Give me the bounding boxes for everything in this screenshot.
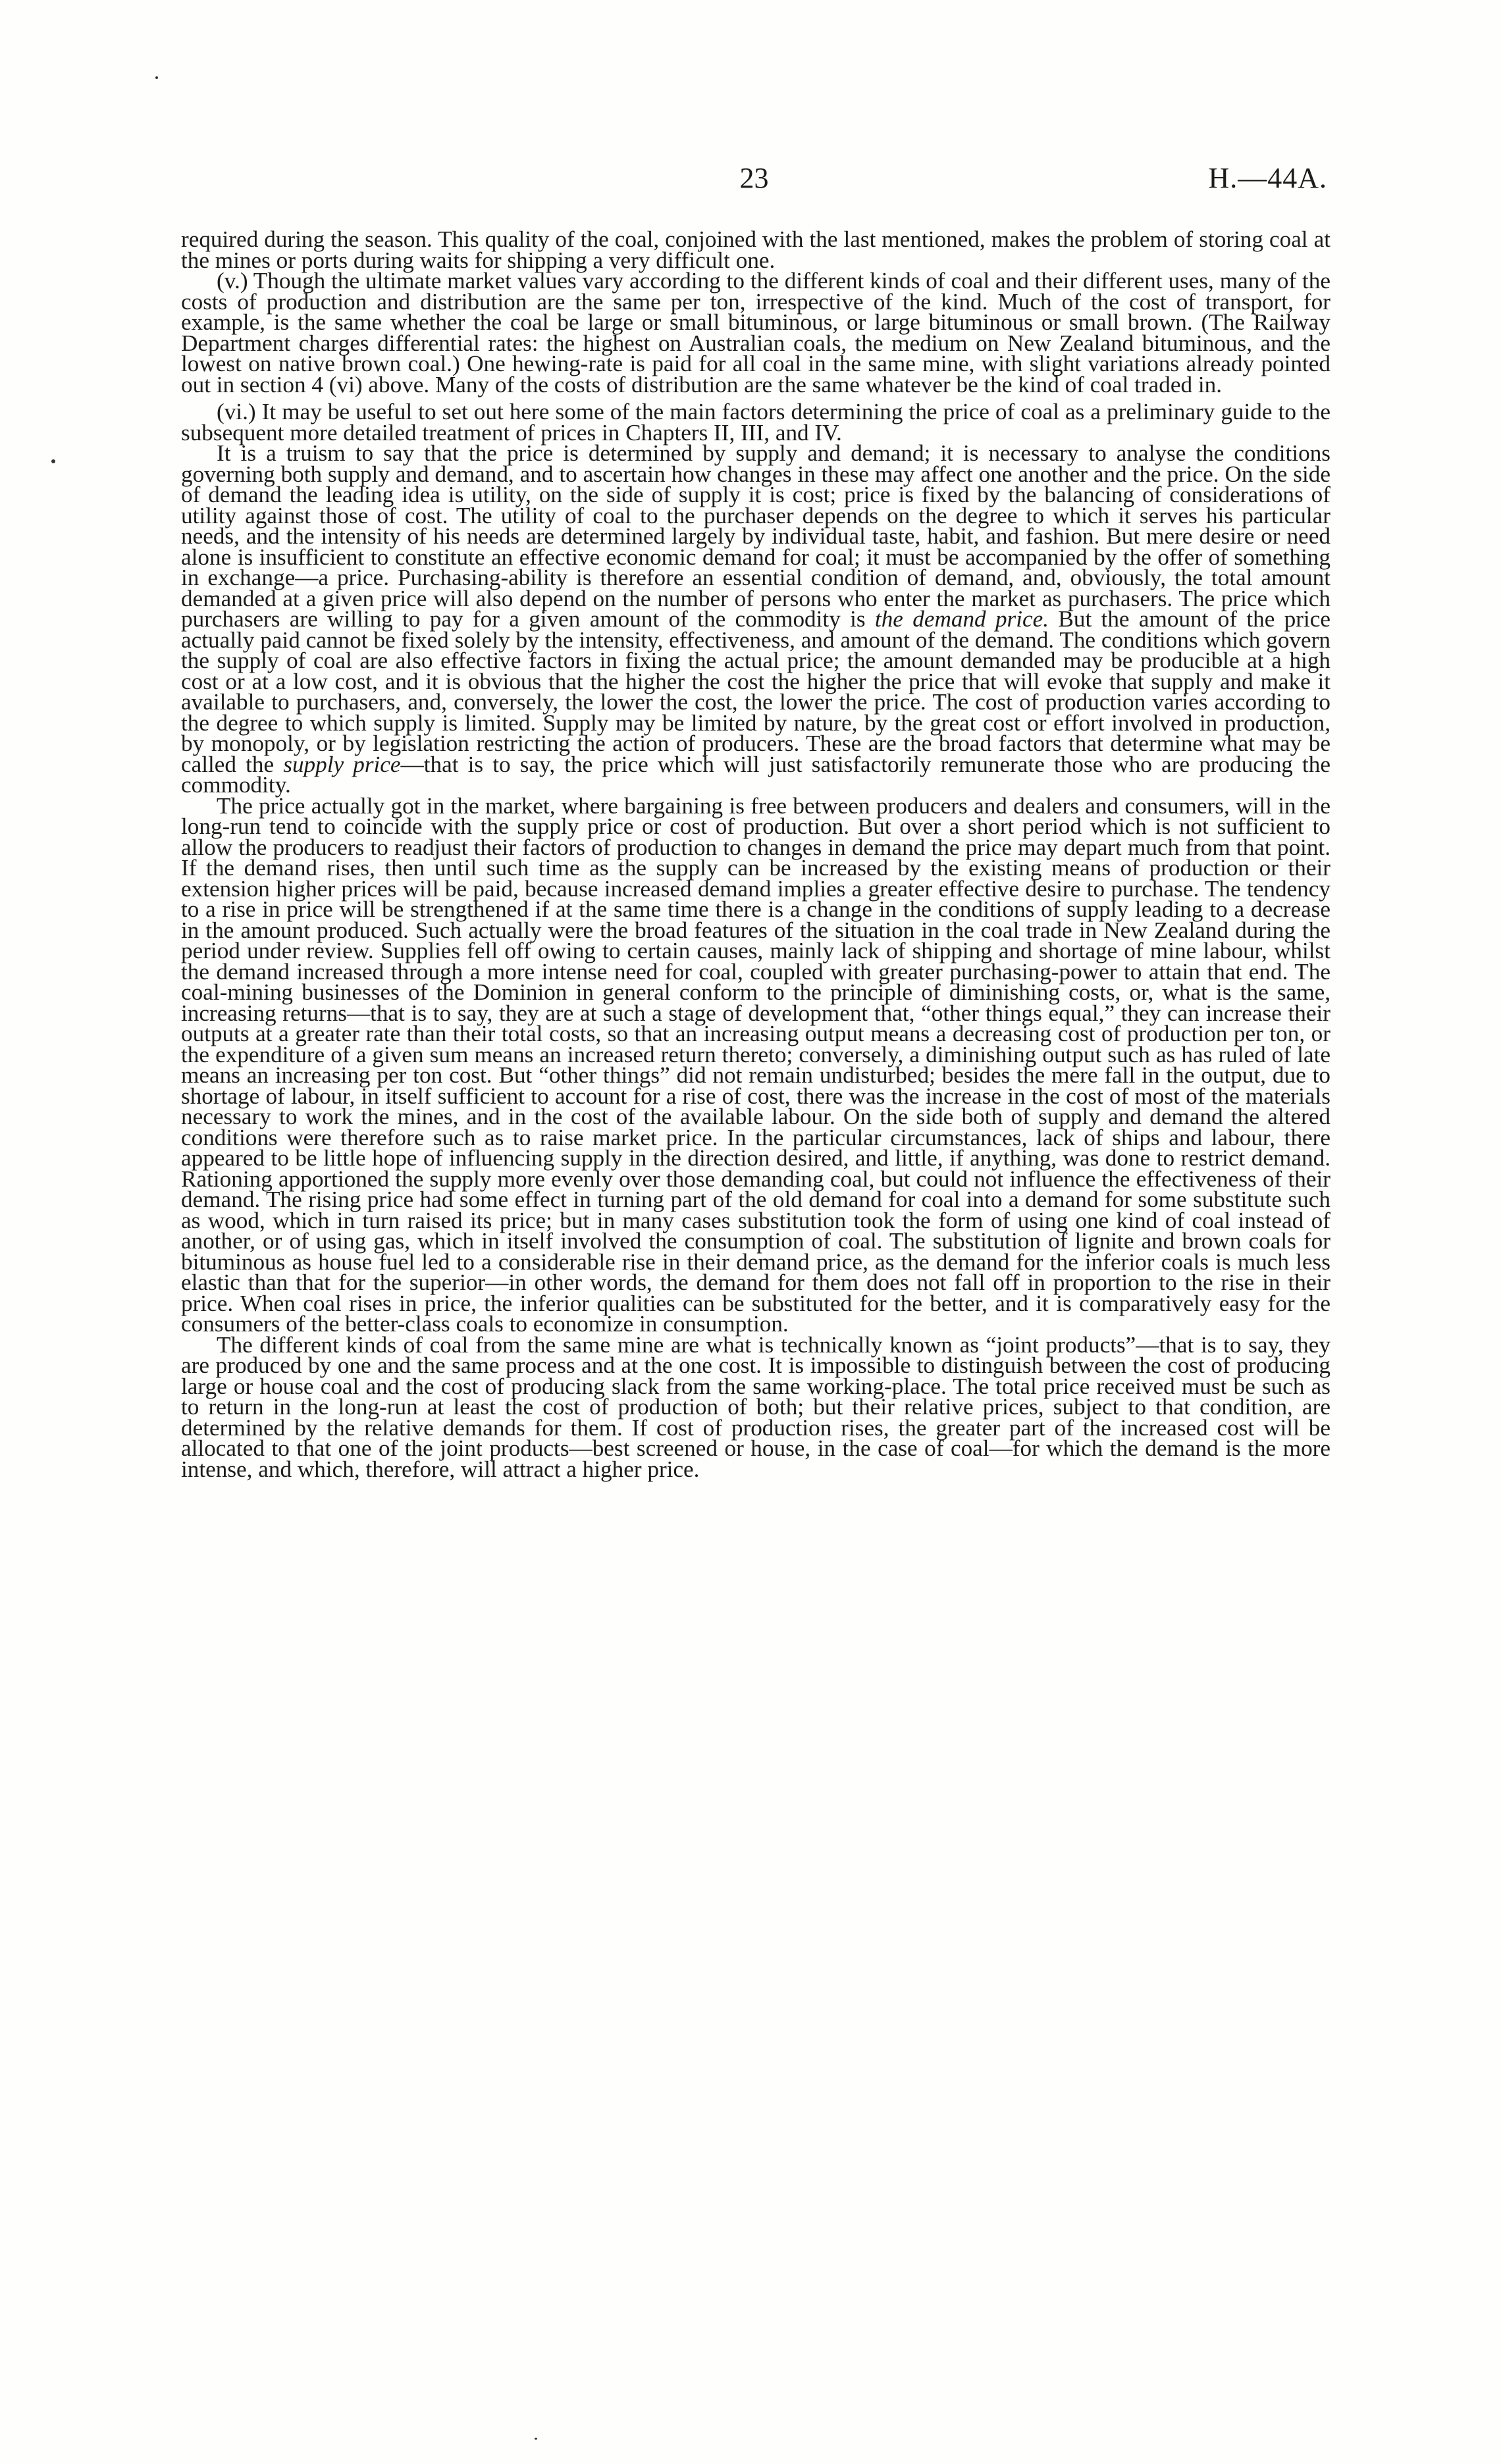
paragraph: required during the season. This quality of the coal, conjoined with the last mentioned, makes the problem of storing coal at the mines or ports during waits for shipping a very difficult one. bbox=[181, 226, 1330, 273]
paragraph: The different kinds of coal from the same mine are what is technically known as “joint products”—that is to say, they are produced by one and the same process and at the one cost. It is impossible to distinguish between the cost of producing large or house coal and the cost of producing slack from the same working-place. The total price received must be such as to return in the long-run at least the cost of production of both; but their relative prices, subject to that condition, are determined by the relative demands for them. If cost of production rises, the greater part of the increased cost will be allocated to that one of the joint products—best screened or house, in the case of coal—for which the demand is the more intense, and which, therefore, will attract a higher price. bbox=[181, 1331, 1330, 1482]
paragraph-text: But the amount of the price actually paid cannot be fixed solely by the intensity, effectiveness, and amount of the demand. The conditions which govern the supply of coal are also effective factors in fixing the actual price; the amount demanded may be producible at a high cost or at a low cost, and it is obvious that the higher the cost the higher the price that will evoke that supply and make it available to purchasers, and, conversely, the lower the cost, the lower the price. The cost of production varies according to the degree to which supply is limited. Supply may be limited by nature, by the great cost or effort involved in production, by monopoly, or by legislation restricting the action of producers. These are the broad factors that determine what may be called the bbox=[181, 606, 1331, 777]
paragraph: (v.) Though the ultimate market values vary according to the different kinds of coal and their different uses, many of the costs of production and distribution are the same per ton, irrespective of the kind. Much of the cost of transport, for example, is the same whether the coal be large or small bituminous, or large bituminous or small brown. (The Railway Department charges differential rates: the highest on Australian coals, the medium on New Zealand bituminous, and the lowest on native brown coal.) One hewing-rate is paid for all coal in the same mine, with slight variations already pointed out in section 4 (vi) above. Many of the costs of distribution are the same whatever be the kind of coal traded in. bbox=[181, 268, 1330, 398]
page-header bbox=[181, 161, 1327, 203]
emphasis-term: the demand price. bbox=[874, 606, 1049, 632]
scan-speck bbox=[535, 2438, 537, 2440]
paragraph bbox=[181, 440, 1331, 798]
paragraph: (vi.) It may be useful to set out here some of the main factors determining the price of coal as a preliminary guide to the subsequent more detailed treatment of prices in Chapters II, III, and IV. bbox=[181, 399, 1330, 446]
scan-speck bbox=[51, 459, 55, 463]
page-number: 23 bbox=[739, 162, 769, 194]
body-text bbox=[181, 226, 1331, 1482]
paragraph-text: —that is to say, the price which will just satisfactorily remunerate those who are producing the commodity. bbox=[181, 751, 1330, 798]
paragraph: The price actually got in the market, where bargaining is free between producers and dealers and consumers, will in the long-run tend to coincide with the supply price or cost of production. But over a short period which is not sufficient to allow the producers to readjust their factors of production to changes in demand the price may depart much from that point. If the demand rises, then until such time as the supply can be increased by the existing means of production or their extension higher prices will be paid, because increased demand implies a greater effective desire to purchase. The tendency to a rise in price will be strengthened if at the same time there is a change in the conditions of supply leading to a decrease in the amount produced. Such actually were the broad features of the situation in the coal trade in New Zealand during the period under review. Supplies fell off owing to certain causes, mainly lack of shipping and shortage of mine labour, whilst the demand increased through a more intense need for coal, coupled with greater purchasing-power to attain that end. The coal-mining businesses of the Dominion in general conform to the principle of diminishing costs, or, what is the same, increasing returns—that is to say, they are at such a stage of development that, “other things equal,” they can increase their outputs at a greater rate than their total costs, so that an increasing output means a decreasing cost of production per ton, or the expenditure of a given sum means an increased return thereto; conversely, a diminishing output such as has ruled of late means an increasing per ton cost. But “other things” did not remain undisturbed; besides the mere fall in the output, due to shortage of labour, in itself sufficient to account for a rise of cost, there was the increase in the cost of most of the materials necessary to work the mines, and in the cost of the available labour. On the side both of supply and demand the altered conditions were therefore such as to raise market price. In the particular circumstances, lack of ships and labour, there appeared to be little hope of influencing supply in the direction desired, and little, if anything, was done to restrict demand. Rationing apportioned the supply more evenly over those demanding coal, but could not influence the effectiveness of their demand. The rising price had some effect in turning part of the old demand for coal into a demand for some substitute such as wood, which in turn raised its price; but in many cases substitution took the form of using one kind of coal instead of another, or of using gas, which in itself involved the consumption of coal. The substitution of lignite and brown coals for bituminous as house fuel led to a considerable rise in their demand price, as the demand for the inferior coals is much less elastic than that for the superior—in other words, the demand for them does not fall off in proportion to the rise in their price. When coal rises in price, the inferior qualities can be substituted for the better, and it is comparatively easy for the consumers of the better-class coals to economize in consumption. bbox=[181, 792, 1330, 1337]
document-reference: H.—44A. bbox=[1208, 162, 1327, 194]
emphasis-term: supply price bbox=[283, 751, 401, 777]
paragraph-text: It is a truism to say that the price is determined by supply and demand; it is necessary to analyse the conditions governing both supply and demand, and to ascertain how changes in these may affect one another and the price. On the side of demand the leading idea is utility, on the side of supply it is cost; price is fixed by the balancing of considerations of utility against those of cost. The utility of coal to the purchaser depends on the degree to which it serves his particular needs, and the intensity of his needs are determined largely by individual taste, habit, and fashion. But mere desire or need alone is insufficient to constitute an effective economic demand for coal; it must be accompanied by the offer of something in exchange—a price. Purchasing-ability is therefore an essential condition of demand, and, obviously, the total amount demanded at a given price will also depend on the number of persons who enter the market as purchasers. The price which purchasers are willing to pay for a given amount of the commodity is bbox=[181, 440, 1330, 632]
scan-speck bbox=[155, 76, 158, 79]
